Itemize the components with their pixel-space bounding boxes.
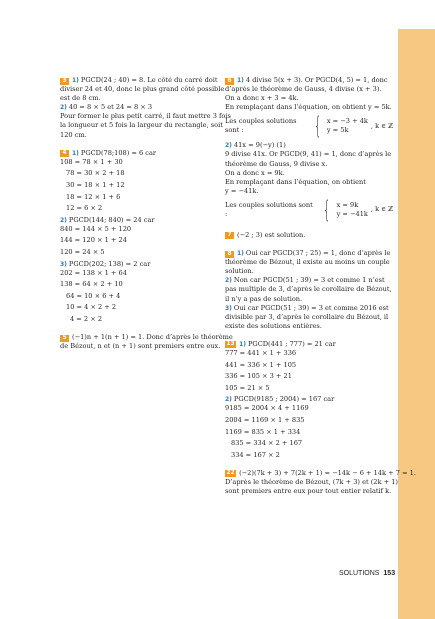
text-line bbox=[60, 169, 220, 178]
line-text: D’après le théorème de Bézout, (7k + 3) et (2k + 1) bbox=[225, 478, 398, 486]
line-text: En remplaçant dans l’équation, on obtient bbox=[225, 177, 366, 186]
line-text: 18 = 12 × 1 + 6 bbox=[66, 192, 121, 201]
right-column bbox=[225, 76, 416, 505]
exercise-number-badge: 22 bbox=[226, 470, 235, 477]
question-marker: 3) bbox=[60, 260, 67, 268]
line-text: pas multiple de 3, d’après le corollaire de Bézout, bbox=[225, 285, 392, 294]
line-text: (−1)n + 1(n + 1) = 1. Donc d’après le théorème bbox=[72, 333, 233, 342]
text-line bbox=[60, 149, 220, 158]
text-line bbox=[225, 178, 393, 187]
text-line bbox=[60, 225, 220, 234]
system-row: y = −41k bbox=[336, 209, 368, 218]
line-text: d’après le théorème de Gauss, 4 divise (x + 3). bbox=[225, 85, 382, 94]
text-line bbox=[225, 160, 393, 169]
text-line bbox=[225, 169, 393, 178]
text-line bbox=[60, 333, 233, 342]
line-text: 777 = 441 × 1 + 336 bbox=[225, 348, 297, 357]
line-text: 30 = 18 × 1 + 12 bbox=[66, 180, 125, 189]
text-line bbox=[225, 487, 393, 496]
line-text: 4 = 2 × 2 bbox=[70, 315, 103, 324]
line-text: PGCD(202; 138) = 2 car bbox=[68, 259, 151, 268]
question-marker: 1) bbox=[72, 149, 79, 157]
line-text: 336 = 105 × 3 + 21 bbox=[225, 372, 292, 381]
text-line bbox=[60, 193, 220, 202]
line-text: 138 = 64 × 2 + 10 bbox=[60, 280, 123, 289]
line-text: 64 = 10 × 6 + 4 bbox=[66, 291, 121, 300]
text-line bbox=[225, 372, 393, 381]
text-line bbox=[225, 340, 393, 349]
text-line bbox=[60, 292, 220, 301]
line-text: 144 = 120 × 1 + 24 bbox=[60, 236, 127, 245]
line-text: théorème de Gauss, 9 divise x. bbox=[225, 159, 328, 168]
line-text: 120 = 24 × 5 bbox=[60, 248, 105, 256]
side-color-bar bbox=[398, 29, 435, 619]
text-line bbox=[60, 112, 231, 121]
text-line bbox=[225, 395, 393, 404]
line-text: Oui car PGCD(51 ; 39) = 3 et comme 2016 est bbox=[233, 303, 389, 312]
exercise-number-badge: 7 bbox=[225, 232, 234, 239]
line-text: 9 divise 41x. Or PGCD(9, 41) = 1, donc d’après le bbox=[225, 150, 392, 159]
text-line bbox=[60, 342, 220, 351]
line-text: 202 = 138 × 1 + 64 bbox=[60, 268, 127, 277]
question-marker: 2) bbox=[225, 142, 232, 150]
text-line bbox=[225, 141, 393, 150]
line-text: solution. bbox=[225, 267, 254, 276]
exercise-number-badge: 6 bbox=[225, 78, 234, 85]
brace-symbol: { bbox=[313, 112, 321, 141]
text-line bbox=[225, 361, 393, 370]
text-line bbox=[60, 260, 220, 269]
question-marker: 1) bbox=[72, 77, 79, 84]
system-row: x = −3 + 4k bbox=[326, 117, 368, 126]
line-text: théorème de Bézout, il existe au moins un couple bbox=[225, 258, 390, 267]
line-text: Pour former le plus petit carré, il faut mettre 3 fois bbox=[60, 112, 231, 121]
text-line bbox=[60, 269, 220, 278]
line-text: est de 8 cm. bbox=[60, 94, 101, 103]
text-line bbox=[225, 276, 393, 285]
text-line bbox=[225, 150, 393, 159]
text-line bbox=[225, 322, 393, 331]
exercise-6 bbox=[225, 76, 393, 222]
line-text: y = −41k. bbox=[225, 186, 259, 195]
line-text: de Bézout, n et (n + 1) sont premiers entre eux. bbox=[60, 342, 221, 351]
ex6-part-b bbox=[225, 141, 393, 196]
system-tail: , k ∈ ℤ bbox=[370, 121, 393, 130]
text-line bbox=[60, 103, 220, 112]
question-marker: 1) bbox=[237, 250, 244, 258]
text-line bbox=[225, 304, 393, 313]
line-text: 10 = 4 × 2 + 2 bbox=[66, 303, 117, 312]
system-label: Les couples solutions sont : bbox=[225, 117, 297, 135]
text-line bbox=[225, 94, 393, 103]
line-text: 9185 = 2004 × 4 + 1169 bbox=[225, 404, 309, 413]
line-text: il n’y a pas de solution. bbox=[225, 294, 303, 303]
text-line bbox=[225, 85, 393, 94]
text-line bbox=[60, 131, 220, 140]
line-text: On a donc x = 9k. bbox=[225, 168, 285, 177]
system-tail: , k ∈ ℤ bbox=[370, 205, 393, 214]
line-text: 334 = 167 × 2 bbox=[231, 450, 280, 459]
text-line bbox=[225, 231, 393, 240]
text-line bbox=[225, 439, 393, 448]
line-text: la longueur et 5 fois la largeur du rectangle, soit bbox=[60, 121, 223, 130]
text-line bbox=[225, 295, 393, 304]
system-label: Les couples solutions sont : bbox=[225, 200, 313, 218]
line-text: 40 = 8 × 5 et 24 = 8 × 3 bbox=[68, 103, 153, 112]
exercise-4 bbox=[60, 149, 220, 325]
text-line bbox=[225, 258, 393, 267]
text-line bbox=[225, 103, 393, 112]
exercise-number-badge: 5 bbox=[60, 335, 69, 342]
question-marker: 2) bbox=[60, 104, 67, 112]
question-marker: 1) bbox=[237, 77, 244, 84]
line-text: 105 = 21 × 5 bbox=[225, 383, 270, 392]
line-text: PGCD(78;108) = 6 car bbox=[80, 148, 157, 157]
text-line bbox=[225, 416, 393, 425]
line-text: sont premiers entre eux pour tout entier relatif k. bbox=[225, 487, 392, 496]
text-line bbox=[60, 181, 220, 190]
text-line bbox=[225, 468, 416, 478]
line-text: PGCD(24 ; 40) = 8. Le côté du carré doit bbox=[80, 76, 218, 84]
text-line bbox=[60, 303, 220, 312]
line-text: divisible par 3, d’après le corollaire du Bézout, il bbox=[225, 312, 389, 321]
question-marker: 2) bbox=[60, 216, 67, 224]
line-text: diviser 24 et 40, donc le plus grand côté possible bbox=[60, 85, 225, 94]
ex6-part-a bbox=[225, 76, 393, 112]
text-line bbox=[225, 249, 393, 258]
exercise-7 bbox=[225, 231, 393, 240]
system-row: x = 9k bbox=[336, 200, 359, 209]
line-text: existe des solutions entières. bbox=[225, 321, 322, 330]
footer-label: SOLUTIONS bbox=[339, 570, 380, 577]
line-text: On a donc x + 3 = 4k. bbox=[225, 94, 299, 103]
solution-system-2 bbox=[225, 195, 393, 224]
text-line bbox=[60, 158, 220, 167]
system-rows bbox=[327, 117, 368, 135]
text-line bbox=[60, 248, 220, 257]
line-text: 41x = 9(−y) (1) bbox=[233, 141, 286, 150]
text-line bbox=[225, 428, 393, 437]
text-line bbox=[225, 349, 393, 358]
exercise-number-badge: 13 bbox=[226, 341, 235, 348]
line-text: 840 = 144 × 5 + 120 bbox=[60, 224, 132, 233]
text-line bbox=[225, 451, 393, 460]
line-text: 120 cm. bbox=[60, 130, 87, 139]
line-text: 441 = 336 × 1 + 105 bbox=[225, 360, 297, 369]
text-line bbox=[225, 187, 393, 196]
text-line bbox=[225, 478, 398, 487]
text-line bbox=[60, 315, 220, 324]
text-line bbox=[60, 76, 220, 85]
line-text: 835 = 334 × 2 + 167 bbox=[231, 439, 303, 448]
text-line bbox=[225, 404, 393, 413]
text-line bbox=[60, 236, 220, 245]
line-text: PGCD(144; 840) = 24 car bbox=[68, 215, 155, 224]
right-blocks bbox=[225, 230, 416, 496]
exercise-number-badge: 4 bbox=[60, 150, 69, 157]
line-text: PGCD(9185 ; 2004) = 167 car bbox=[233, 395, 335, 404]
text-line bbox=[60, 280, 220, 289]
text-line bbox=[60, 216, 220, 225]
line-text: 1169 = 835 × 1 + 334 bbox=[225, 427, 301, 436]
line-text: (−2)(7k + 3) + 7(2k + 1) = −14k − 6 + 14k + 7 = 1. bbox=[239, 468, 416, 477]
text-line bbox=[60, 204, 220, 213]
line-text: 78 = 30 × 2 + 18 bbox=[66, 169, 125, 178]
question-marker: 2) bbox=[225, 277, 232, 285]
line-text: 108 = 78 × 1 + 30 bbox=[60, 157, 123, 166]
exercise-number-badge: 8 bbox=[225, 251, 234, 258]
question-marker: 1) bbox=[239, 340, 246, 348]
text-line bbox=[225, 76, 393, 85]
system-rows bbox=[337, 201, 368, 219]
line-text: Oui car PGCD(37 ; 25) = 1, donc d’après le bbox=[245, 249, 391, 258]
brace-symbol: { bbox=[323, 195, 331, 224]
text-line bbox=[60, 94, 220, 103]
exercise-22 bbox=[225, 468, 416, 496]
solution-system-1 bbox=[225, 112, 393, 141]
question-marker: 3) bbox=[225, 304, 232, 312]
text-line bbox=[225, 285, 393, 294]
exercise-13 bbox=[225, 340, 393, 460]
system-row: y = 5k bbox=[326, 126, 349, 135]
line-text: 2004 = 1169 × 1 + 835 bbox=[225, 416, 305, 425]
line-text: PGCD(441 ; 777) = 21 car bbox=[248, 339, 336, 348]
question-marker: 2) bbox=[225, 396, 232, 404]
text-line bbox=[225, 267, 393, 276]
line-text: 4 divise 5(x + 3). Or PGCD(4, 5) = 1, donc bbox=[245, 76, 388, 84]
text-line bbox=[225, 384, 393, 393]
line-text: En remplaçant dans l’équation, on obtient y = 5k. bbox=[225, 103, 392, 112]
exercise-8 bbox=[225, 249, 393, 331]
text-line bbox=[60, 85, 225, 94]
text-line bbox=[225, 313, 393, 322]
line-text: Non car PGCD(51 ; 39) = 3 et comme 1 n’est bbox=[233, 276, 385, 285]
line-text: (−2 ; 3) est solution. bbox=[237, 230, 306, 239]
exercise-3 bbox=[60, 76, 231, 140]
line-text: 12 = 6 × 2 bbox=[66, 204, 103, 213]
page-footer bbox=[339, 569, 395, 578]
text-line bbox=[60, 121, 223, 130]
exercise-number-badge: 3 bbox=[60, 78, 69, 85]
left-column bbox=[60, 76, 233, 360]
page-number: 153 bbox=[383, 570, 396, 577]
